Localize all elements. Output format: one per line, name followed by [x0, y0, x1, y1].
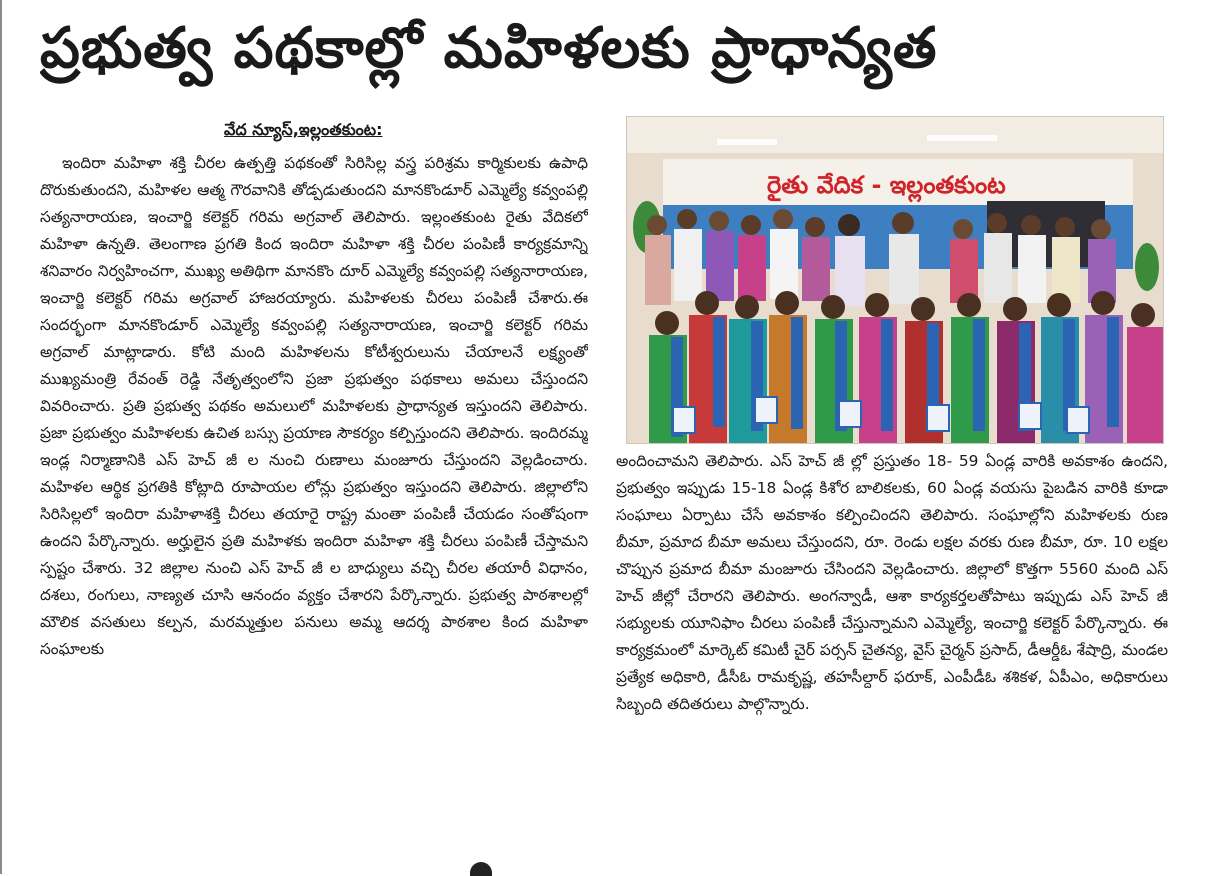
event-photo [626, 116, 1164, 444]
event-photo-illustration [627, 117, 1163, 443]
article-body-left-column: ఇందిరా మహిళా శక్తి చీరల ఉత్పత్తి పథకంతో సిరిసిల్ల వస్త్ర పరిశ్రమ కార్మికులకు ఉపాధి దొరుకుతుందని, మహిళల ఆత్మ గౌరవానికి తోడ్పడుతుందని మానకొండూర్ ఎమ్మెల్యే కవ్వంపల్లి సత్యనారాయణ, ఇంచార్జి కలెక్టర్ గరిమ అగ్రవాల్ తెలిపారు. ఇల్లంతకుంట రైతు వేదికలో మహిళా ఉన్నతి. తెలంగాణ ప్రగతి కింద ఇందిరా మహిళా శక్తి చీరల పంపిణీ కార్యక్రమాన్ని శనివారం నిర్వహించగా, ముఖ్య అతిథిగా మానకొం దూర్ ఎమ్మెల్యే కవ్వంపల్లి సత్యనారాయణ, ఇంచార్జి కలెక్టర్ గరిమ అగ్రవాల్ హాజరయ్యారు. మహిళలకు చీరలు పంపిణీ చేశారు.ఈ సందర్భంగా మానకొండూర్ ఎమ్మెల్యే కవ్వంపల్లి సత్యనారాయణ, ఇంచార్జి కలెక్టర్ గరిమ అగ్రవాల్ మాట్లాడారు. కోటి మంది మహిళలను కోటీశ్వరులును చేయాలనే లక్ష్యంతో ముఖ్యమంత్రి రేవంత్ రెడ్డి నేతృత్వంలోని ప్రజా ప్రభుత్వం పథకాలు అమలు చేస్తుందని వివరించారు. ప్రతి ప్రభుత్వ పథకం అమలులో మహిళలకు ప్రాధాన్యత ఇస్తుందని తెలిపారు. ప్రజా ప్రభుత్వం మహిళలకు ఉచిత బస్సు ప్రయాణ సౌకర్యం కల్పిస్తుందని తెలిపారు. ఇందిరమ్మ ఇండ్ల నిర్మాణానికి ఎస్ హెచ్ జీ ల నుంచి రుణాలు మంజూరు చేస్తుందని వెల్లడించారు. మహిళల ఆర్థిక ప్రగతికి కోట్లాది రూపాయల లోన్లు ప్రభుత్వం ఇస్తుందని తెలిపారు. జిల్లాలోని సిరిసిల్లలో ఇందిరా మహిళాశక్తి చీరలు తయారై రాష్ట్ర మంతా పంపిణీ చేయడం సంతోషంగా ఉందని పేర్కొన్నారు. అర్హులైన ప్రతి మహిళకు ఇందిరా మహిళా శక్తి చీరలు పంపిణీ చేస్తామని స్పష్టం చేశారు. 32 జిల్లాల నుంచి ఎస్ హెచ్ జీ ల బాధ్యులు వచ్చి చీరల తయారీ విధానం, దశలు, రంగులు, నాణ్యత చూసి ఆనందం వ్యక్తం చేశారని పేర్కొన్నారు. ప్రభుత్వ పాఠశాలల్లో మౌలిక వసతులు కల్పన, మరమ్మత్తుల పనులు అమ్మ ఆదర్శ పాఠశాల కింద మహిళా సంఘాలకు [40, 154, 588, 658]
page-left-border [0, 0, 2, 874]
stage-banner-text: రైతు వేదిక - ఇల్లంతకుంట [767, 171, 1006, 199]
article-body-right-column: అందించామని తెలిపారు. ఎస్ హెచ్ జీ ల్లో ప్రస్తుతం 18- 59 ఏండ్ల వారికి అవకాశం ఉందని, ప్రభుత్వం ఇప్పుడు 15-18 ఏండ్ల కిశోర బాలికలకు, 60 ఏండ్ల వయసు పైబడిన వారికి కూడా సంఘాలు ఏర్పాటు చేసే అవకాశం కల్పించిందని తెలిపారు. సంఘాల్లోని మహిళలకు రుణ బీమా, ప్రమాద బీమా అమలు చేస్తుందని, రూ. రెండు లక్షల వరకు రుణ బీమా, రూ. 10 లక్షల చొప్పున ప్రమాద బీమా మంజూరు చేసిందని వెల్లడించారు. జిల్లాలో కొత్తగా 5560 మంది ఎస్ హెచ్ జీల్లో చేరారని తెలిపారు. అంగన్వాడీ, ఆశా కార్యకర్తలతోపాటు ఇప్పుడు ఎస్ హెచ్ జీ సభ్యులకు యూనిఫాం చీరలు పంపిణీ చేస్తున్నామని ఎమ్మెల్యే, ఇంచార్జి కలెక్టర్ పేర్కొన్నారు. ఈ కార్యక్రమంలో మార్కెట్ కమిటీ చైర్ పర్సన్ చైతన్య, వైస్ చైర్మన్ ప్రసాద్, డీఆర్డీఓ శేషాద్రి, మండల ప్రత్యేక అధికారి, డీసీఓ రామకృష్ణ, తహసీల్దార్ ఫరూక్, ఎంపీడీఓ శశికళ, ఏపీఎం, అధికారులు సిబ్బంది తదితరులు పాల్గొన్నారు. [616, 452, 1168, 713]
article-headline: ప్రభుత్వ పథకాల్లో మహిళలకు ప్రాధాన్యత [40, 16, 938, 81]
article-dateline: వేద న్యూస్,ఇల్లంతకుంట: [224, 120, 383, 139]
